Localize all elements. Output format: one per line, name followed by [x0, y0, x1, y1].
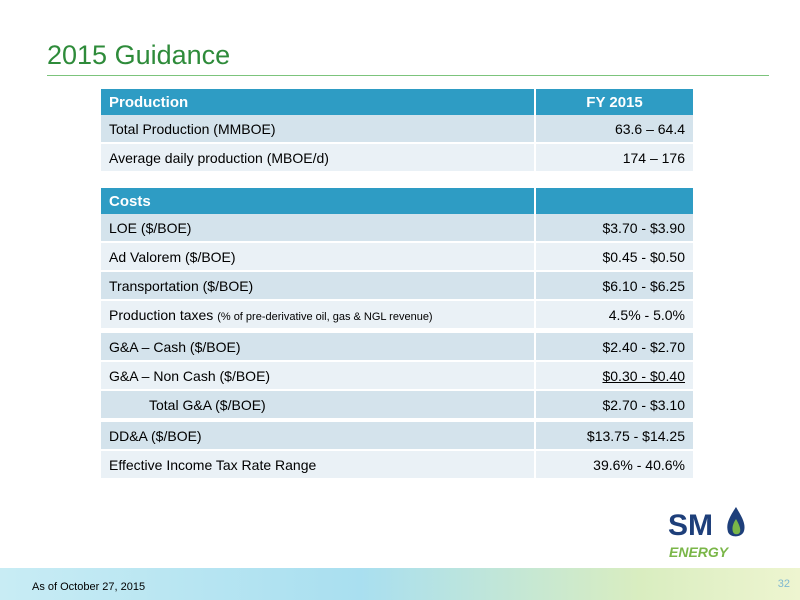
page-number: 32: [777, 578, 790, 590]
footer-date: As of October 27, 2015: [32, 581, 146, 593]
table-row: [101, 242, 693, 271]
row-value: $6.10 - $6.25: [535, 271, 693, 300]
row-label: LOE ($/BOE): [101, 214, 535, 242]
row-label-note: (% of pre-derivative oil, gas & NGL revenue): [217, 310, 433, 323]
row-value: 4.5% - 5.0%: [535, 300, 693, 329]
table-row: [101, 300, 693, 329]
ga-table: [101, 333, 693, 420]
table-row: [101, 214, 693, 242]
table-row: [101, 333, 693, 361]
table-row: [101, 450, 693, 479]
table-header-row: [101, 188, 693, 214]
row-label: Total Production (MMBOE): [101, 115, 535, 143]
row-value: $0.45 - $0.50: [535, 242, 693, 271]
table-row: [101, 390, 693, 419]
logo-text-bottom: ENERGY: [669, 544, 729, 560]
row-label: Total G&A ($/BOE): [101, 390, 535, 419]
row-label: Effective Income Tax Rate Range: [101, 450, 535, 479]
column-header: FY 2015: [535, 89, 693, 115]
table-row: [101, 361, 693, 390]
row-label: G&A – Non Cash ($/BOE): [101, 361, 535, 390]
page-title: 2015 Guidance: [47, 40, 231, 70]
row-label-text: Production taxes: [109, 306, 214, 323]
table-header-row: [101, 89, 693, 115]
logo-text-top: SM: [668, 509, 713, 542]
row-value: $3.70 - $3.90: [535, 214, 693, 242]
row-label: Average daily production (MBOE/d): [101, 143, 535, 172]
row-value: 174 – 176: [535, 143, 693, 172]
row-value-text: $0.30 - $0.40: [602, 367, 685, 384]
table-row: [101, 271, 693, 300]
column-header: Costs: [101, 188, 535, 214]
title-divider: [47, 75, 769, 76]
row-value: $13.75 - $14.25: [535, 422, 693, 450]
table-row: [101, 115, 693, 143]
other-table: [101, 422, 693, 480]
row-value: $2.40 - $2.70: [535, 333, 693, 361]
row-label: Transportation ($/BOE): [101, 271, 535, 300]
row-value: 39.6% - 40.6%: [535, 450, 693, 479]
row-value: [535, 361, 693, 390]
column-header: Production: [101, 89, 535, 115]
sm-energy-logo: [666, 505, 746, 561]
row-value: $2.70 - $3.10: [535, 390, 693, 419]
costs-table: [101, 188, 693, 330]
column-header: [535, 188, 693, 214]
row-value: 63.6 – 64.4: [535, 115, 693, 143]
production-table: [101, 89, 693, 173]
row-label: G&A – Cash ($/BOE): [101, 333, 535, 361]
row-label: DD&A ($/BOE): [101, 422, 535, 450]
table-row: [101, 422, 693, 450]
row-label: [101, 300, 535, 329]
row-label: Ad Valorem ($/BOE): [101, 242, 535, 271]
table-row: [101, 143, 693, 172]
